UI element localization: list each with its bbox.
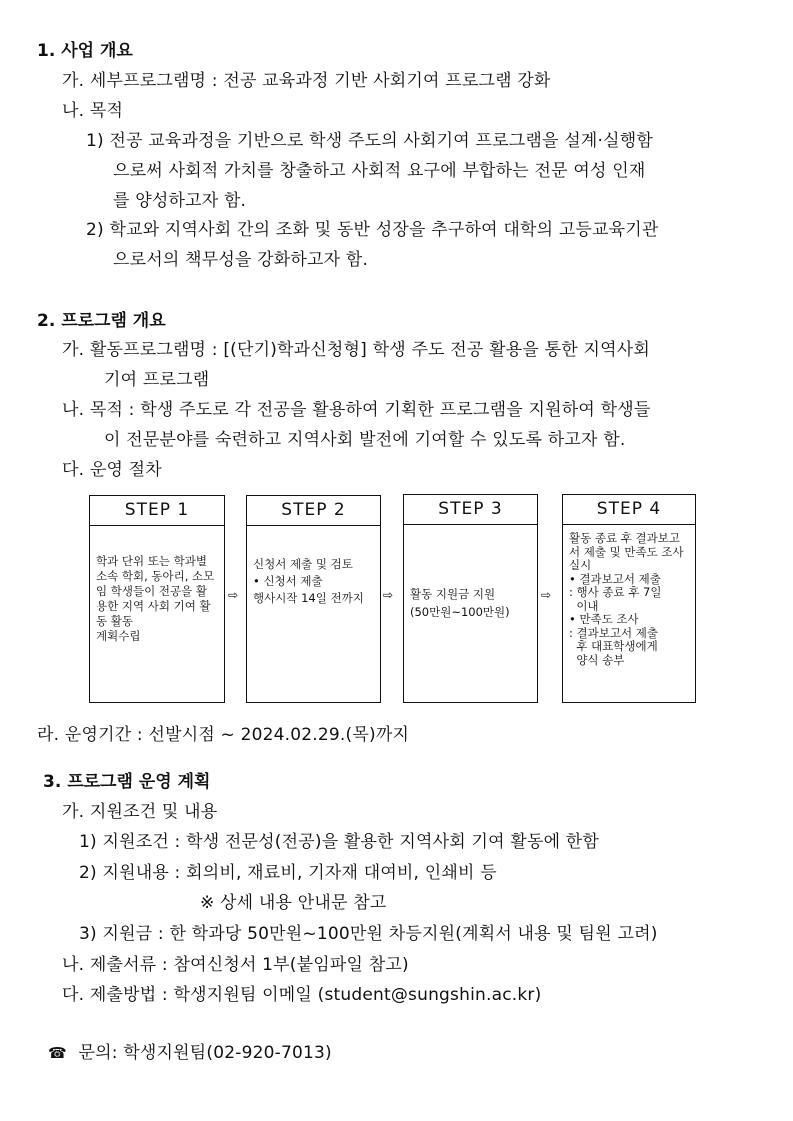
contact-text: 문의: 학생지원팀(02-920-7013)	[78, 1043, 332, 1063]
section1-purpose-1-line2: 으로써 사회적 가치를 창출하고 사회적 요구에 부합하는 전문 여성 인재	[113, 161, 646, 181]
step-arrow-2: ⇨	[383, 588, 394, 602]
section1-program-name: 가. 세부프로그램명 : 전공 교육과정 기반 사회기여 프로그램 강화	[62, 71, 551, 91]
step-3-body: 활동 지원금 지원 (50만원~100만원)	[410, 587, 510, 619]
step-4-body: 활동 종료 후 결과보고서 제출 및 만족도 조사 실시 • 결과보고서 제출 : 행사 종료 후 7일 이내 • 만족도 조사 : 결과보고서 제출 후 대표학생에게 양식 송부	[569, 531, 684, 667]
section1-purpose-2-line2: 으로서의 책무성을 강화하고자 함.	[113, 250, 369, 270]
section2-procedure-heading: 다. 운영 절차	[62, 460, 162, 480]
step-2-body: 신청서 제출 및 검토 • 신청서 제출 행사시작 14일 전까지	[253, 557, 364, 605]
step-3-title: STEP 3	[404, 495, 537, 525]
section1-title: 1. 사업 개요	[37, 41, 133, 61]
contact-line	[48, 1038, 332, 1063]
section1-purpose-1-line3: 를 양성하고자 함.	[113, 191, 247, 211]
step-4-title: STEP 4	[563, 495, 695, 525]
section3-support-content: 2) 지원내용 : 회의비, 재료비, 기자재 대여비, 인쇄비 등	[79, 863, 497, 883]
section3-support-condition: 1) 지원조건 : 학생 전문성(전공)을 활용한 지역사회 기여 활동에 한함	[79, 832, 600, 852]
section2-period: 라. 운영기간 : 선발시점 ~ 2024.02.29.(목)까지	[37, 725, 410, 745]
phone-icon: ☎	[48, 1044, 67, 1062]
section3-documents: 나. 제출서류 : 참여신청서 1부(붙임파일 참고)	[62, 955, 409, 975]
section3-support-fund: 3) 지원금 : 한 학과당 50만원~100만원 차등지원(계획서 내용 및 팀원 고려)	[79, 924, 658, 944]
section3-title: 3. 프로그램 운영 계획	[43, 772, 211, 792]
step-4-box	[562, 494, 696, 703]
step-1-body: 학과 단위 또는 학과별 소속 학회, 동아리, 소모임 학생들이 전공을 활용한 지역 사회 기여 활동 활동 계획수립	[96, 554, 215, 643]
step-1-box	[89, 495, 225, 703]
step-2-box	[246, 495, 381, 703]
step-arrow-1: ⇨	[228, 588, 239, 602]
section3-submission-method: 다. 제출방법 : 학생지원팀 이메일 (student@sungshin.ac.kr)	[62, 985, 542, 1005]
section1-purpose-1-line1: 1) 전공 교육과정을 기반으로 학생 주도의 사회기여 프로그램을 설계·실행함	[86, 131, 653, 151]
step-3-box	[403, 494, 538, 703]
section2-purpose-line1: 나. 목적 : 학생 주도로 각 전공을 활용하여 기획한 프로그램을 지원하여 학생들	[62, 400, 651, 420]
section3-support-note: ※ 상세 내용 안내문 참고	[200, 893, 387, 913]
step-1-title: STEP 1	[90, 496, 224, 526]
section3-support-heading: 가. 지원조건 및 내용	[62, 802, 218, 822]
section1-purpose-2-line1: 2) 학교와 지역사회 간의 조화 및 동반 성장을 추구하여 대학의 고등교육기관	[86, 220, 659, 240]
step-2-title: STEP 2	[247, 496, 380, 526]
section2-activity-name-line1: 가. 활동프로그램명 : [(단기)학과신청형] 학생 주도 전공 활용을 통한 지역사회	[62, 340, 650, 360]
step-arrow-3: ⇨	[541, 588, 552, 602]
section1-purpose-heading: 나. 목적	[62, 101, 124, 121]
section2-activity-name-line2: 기여 프로그램	[104, 370, 210, 390]
section2-purpose-line2: 이 전문분야를 숙련하고 지역사회 발전에 기여할 수 있도록 하고자 함.	[104, 430, 626, 450]
section2-title: 2. 프로그램 개요	[37, 311, 166, 331]
